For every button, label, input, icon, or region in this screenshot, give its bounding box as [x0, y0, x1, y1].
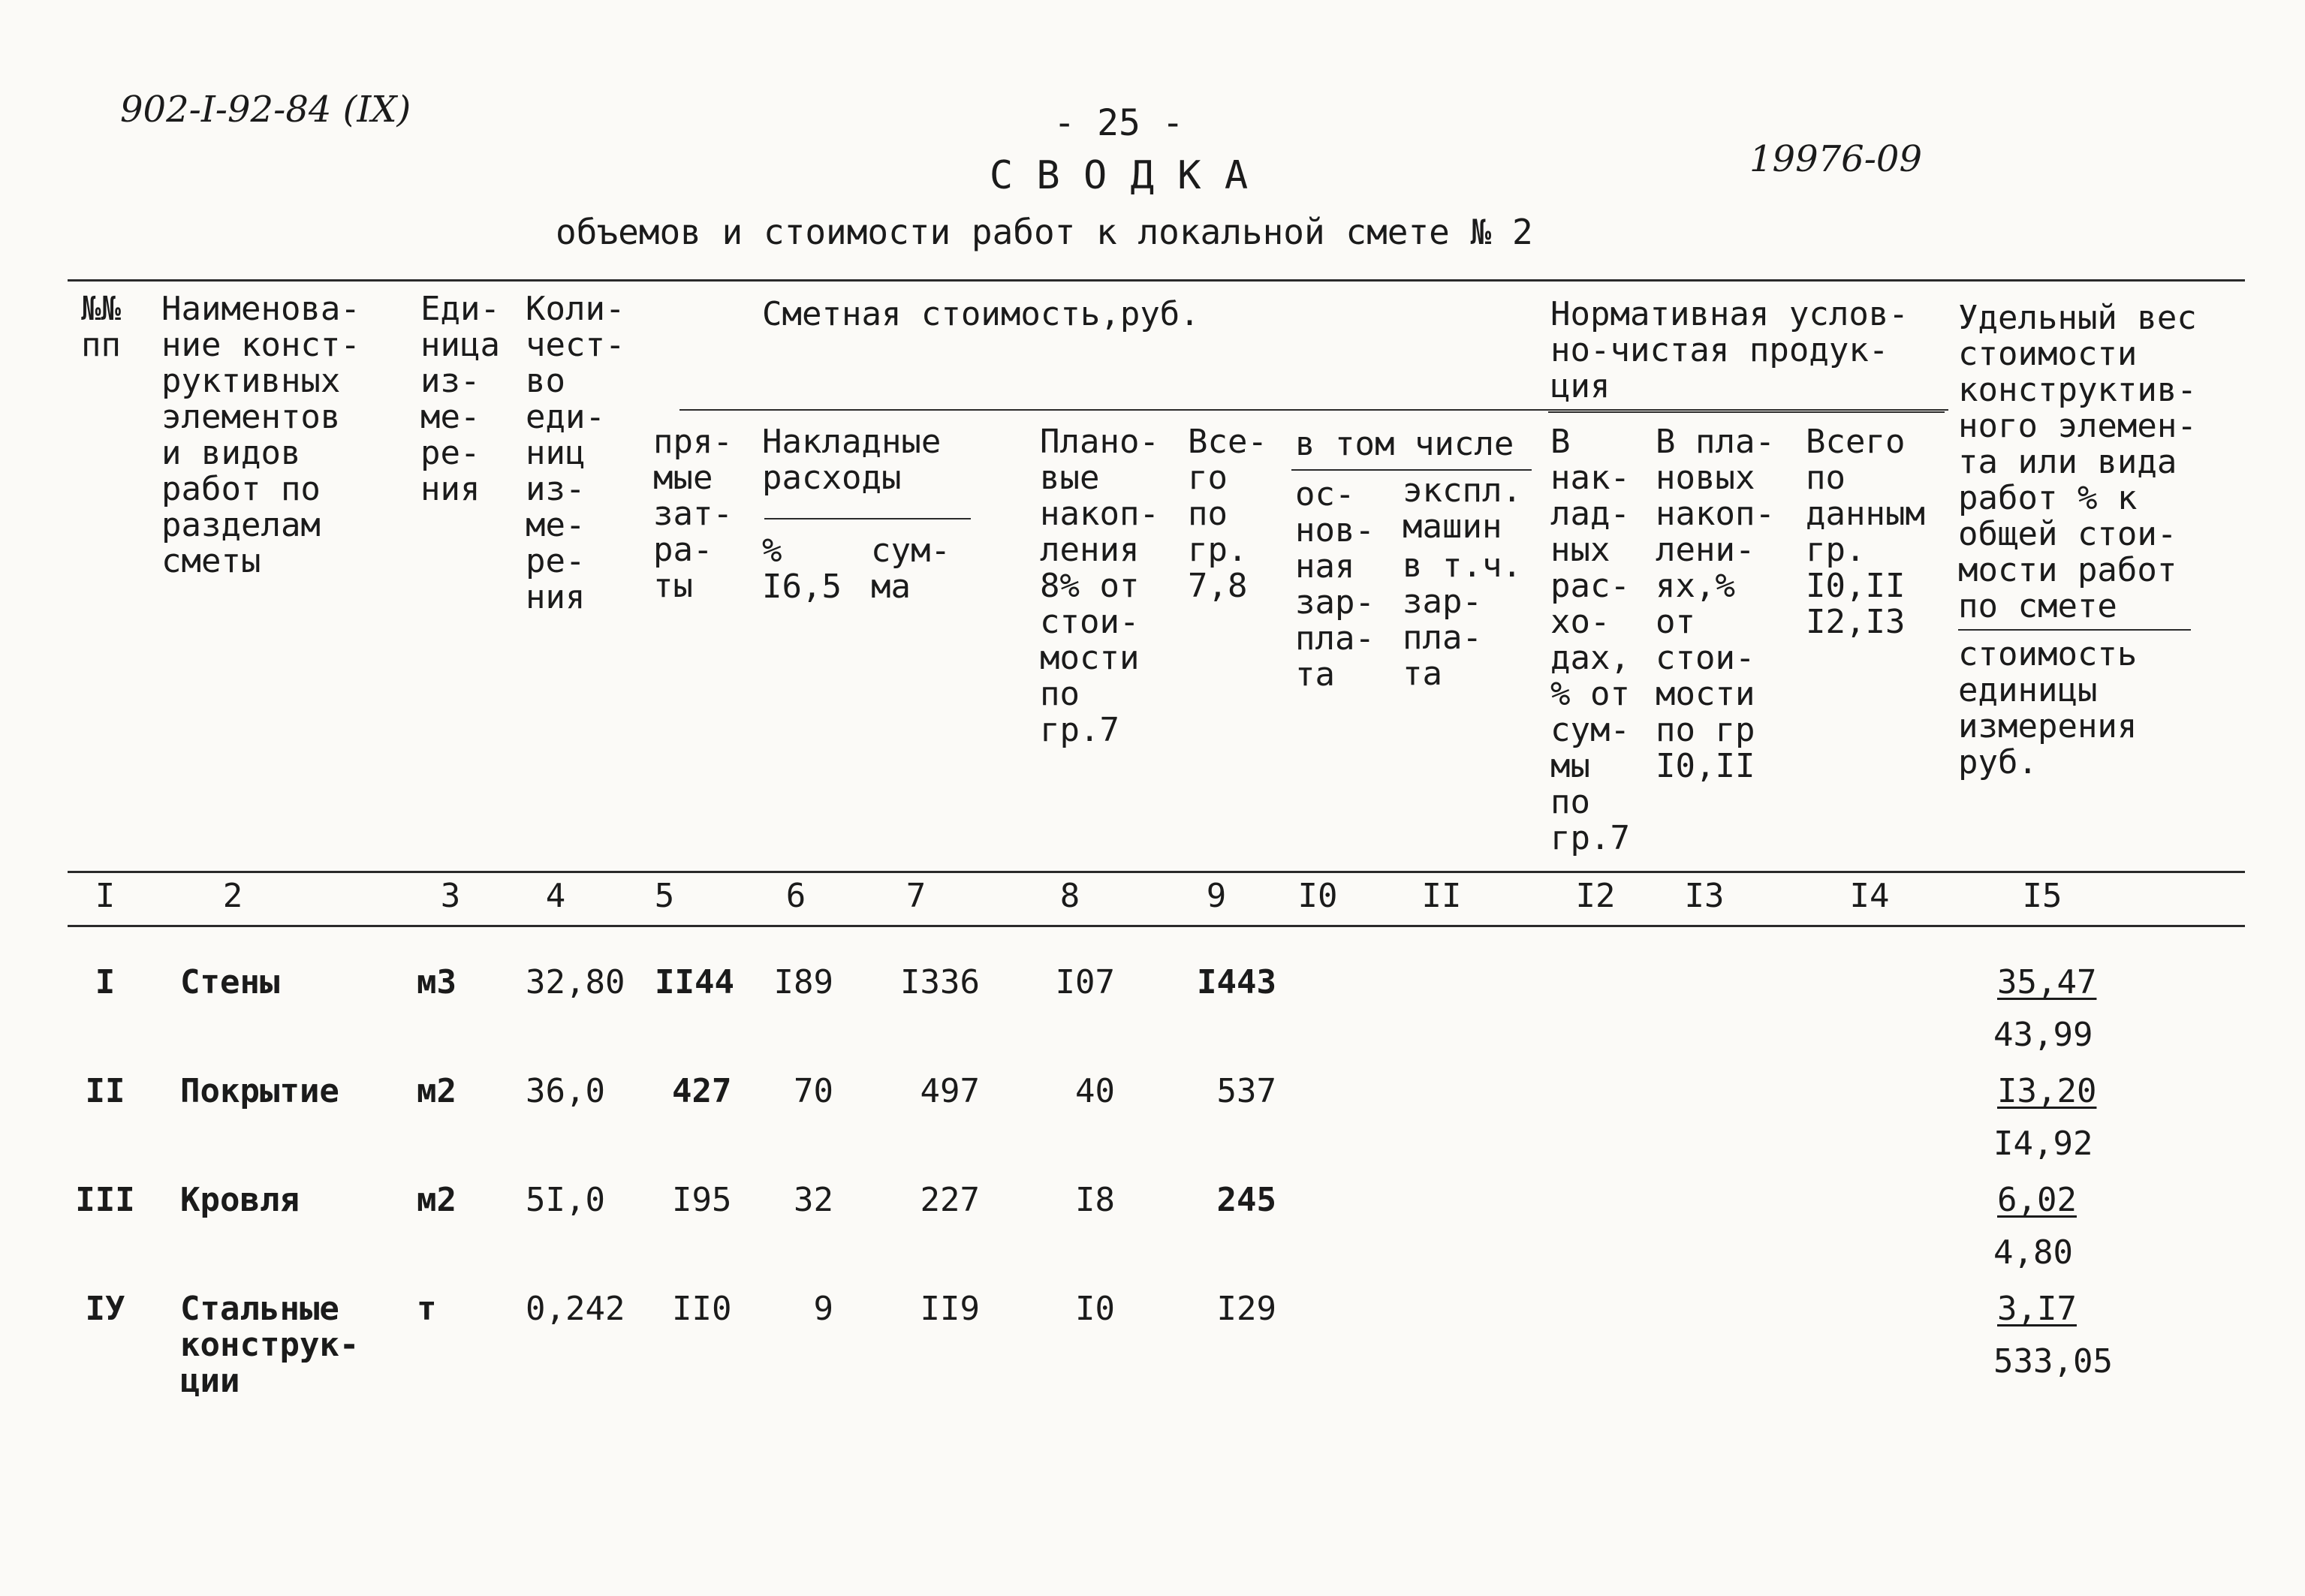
header-name: Наименова- ние конст- руктивных элементов и видов работ по разделам сметы [161, 290, 360, 580]
col-number-13: I3 [1684, 877, 1725, 915]
col-number-8: 8 [1059, 877, 1080, 915]
header-in-overhead: В нак- лад- ных рас- хо- дах, % от сум- мы по гр.7 [1550, 423, 1630, 857]
document-title: С В О Д К А [989, 153, 1249, 198]
document-code: 902-I-92-84 (IX) [120, 89, 411, 131]
header-bottom-rule [68, 871, 2245, 873]
row-unit: м2 [417, 1072, 456, 1110]
norm-group-rule [1548, 411, 1945, 413]
row-overhead-pct: 32 [794, 1181, 833, 1219]
row-unit-cost: 533,05 [1993, 1342, 2113, 1381]
row-planned: I0 [1075, 1290, 1115, 1328]
header-incl-group: в том числе [1295, 425, 1514, 463]
header-overhead-group: Накладные расходы [762, 423, 942, 497]
col-number-14: I4 [1849, 877, 1890, 915]
header-norm-group: Нормативная услов- но-чистая продук- ция [1550, 295, 1909, 405]
row-total: I29 [1216, 1290, 1276, 1328]
row-overhead-sum: II9 [920, 1290, 980, 1328]
row-overhead-sum: I336 [900, 963, 980, 1001]
page-number: - 25 - [1053, 102, 1184, 144]
col-number-3: 3 [440, 877, 461, 915]
header-machine-top: экспл. машин [1403, 471, 1522, 546]
row-direct: II0 [672, 1290, 732, 1328]
col-number-10: I0 [1297, 877, 1338, 915]
row-name: Стены [180, 963, 280, 1001]
row-unit: м3 [417, 963, 456, 1001]
row-overhead-sum: 227 [920, 1181, 980, 1219]
row-unit-cost: 4,80 [1993, 1233, 2073, 1272]
document-subtitle: объемов и стоимости работ к локальной смете № 2 [556, 212, 1533, 252]
header-basic-wage: ос- нов- ная зар- пла- та [1295, 475, 1375, 694]
row-planned: I07 [1055, 963, 1115, 1001]
row-unit: м2 [417, 1181, 456, 1219]
row-overhead-pct: I89 [773, 963, 833, 1001]
row-unit-cost: 43,99 [1993, 1016, 2093, 1054]
row-total: I443 [1197, 963, 1276, 1001]
header-planned: Плано- вые накоп- ления 8% от стои- мости по гр.7 [1040, 423, 1159, 749]
header-qty: Коли- чест- во еди- ниц из- ме- ре- ния [526, 290, 625, 616]
row-total: 537 [1216, 1072, 1276, 1110]
row-overhead-sum: 497 [920, 1072, 980, 1110]
row-number: III [75, 1181, 135, 1219]
col-number-4: 4 [545, 877, 566, 915]
row-number: IУ [85, 1290, 125, 1328]
header-in-planned: В пла- новых накоп- лени- ях,% от стои- мости по гр I0,II [1656, 423, 1775, 785]
share-rule [1958, 629, 2191, 631]
col-number-6: 6 [785, 877, 806, 915]
numbers-bottom-rule [68, 925, 2245, 927]
row-name: Покрытие [180, 1072, 339, 1110]
row-qty: 5I,0 [526, 1181, 605, 1219]
col-number-1: I [95, 877, 116, 915]
row-qty: 0,242 [526, 1290, 625, 1328]
row-share: 6,02 [1997, 1181, 2077, 1219]
header-direct: пря- мые зат- ра- ты [653, 423, 733, 605]
header-total: Все- го по гр. 7,8 [1188, 423, 1267, 605]
header-unit: Еди- ница из- ме- ре- ния [420, 290, 500, 508]
row-overhead-pct: 9 [813, 1290, 833, 1328]
inventory-stamp: 19976-09 [1749, 138, 1922, 180]
col-number-9: 9 [1206, 877, 1227, 915]
header-overhead-sum: сум- ма [871, 531, 951, 606]
col-number-12: I2 [1575, 877, 1616, 915]
row-name: Стальные конструк- ции [180, 1290, 360, 1400]
row-name: Кровля [180, 1181, 300, 1219]
header-nn: №№ пп [81, 290, 121, 364]
row-direct: 427 [672, 1072, 732, 1110]
cost-group-rule [679, 409, 1948, 411]
row-share: I3,20 [1997, 1072, 2097, 1110]
header-machine-bottom: в т.ч. зар- пла- та [1403, 547, 1522, 693]
row-unit-cost: I4,92 [1993, 1125, 2093, 1163]
header-overhead-pct: % I6,5 [762, 531, 842, 606]
row-direct: I95 [672, 1181, 732, 1219]
row-planned: I8 [1075, 1181, 1115, 1219]
row-overhead-pct: 70 [794, 1072, 833, 1110]
row-total: 245 [1216, 1181, 1276, 1219]
row-share: 35,47 [1997, 963, 2097, 1001]
row-share: 3,I7 [1997, 1290, 2077, 1328]
col-number-15: I5 [2022, 877, 2062, 915]
header-norm-total: Всего по данным гр. I0,II I2,I3 [1806, 423, 1925, 641]
col-number-2: 2 [222, 877, 243, 915]
row-number: I [95, 963, 116, 1001]
row-qty: 36,0 [526, 1072, 605, 1110]
incl-rule [1291, 469, 1532, 471]
table-top-rule [68, 279, 2245, 282]
row-number: II [85, 1072, 125, 1110]
row-planned: 40 [1075, 1072, 1115, 1110]
overhead-rule [764, 518, 971, 519]
col-number-11: II [1421, 877, 1462, 915]
header-unit-cost: стоимость единицы измерения руб. [1958, 635, 2138, 781]
header-cost-group: Сметная стоимость,руб. [762, 295, 1200, 333]
row-qty: 32,80 [526, 963, 625, 1001]
row-direct: II44 [655, 963, 734, 1001]
col-number-7: 7 [905, 877, 927, 915]
row-unit: т [417, 1290, 437, 1328]
header-share: Удельный вес стоимости конструктив- ного элемен- та или вида работ % к общей стои- мости работ по смете [1958, 299, 2197, 625]
col-number-5: 5 [654, 877, 675, 915]
